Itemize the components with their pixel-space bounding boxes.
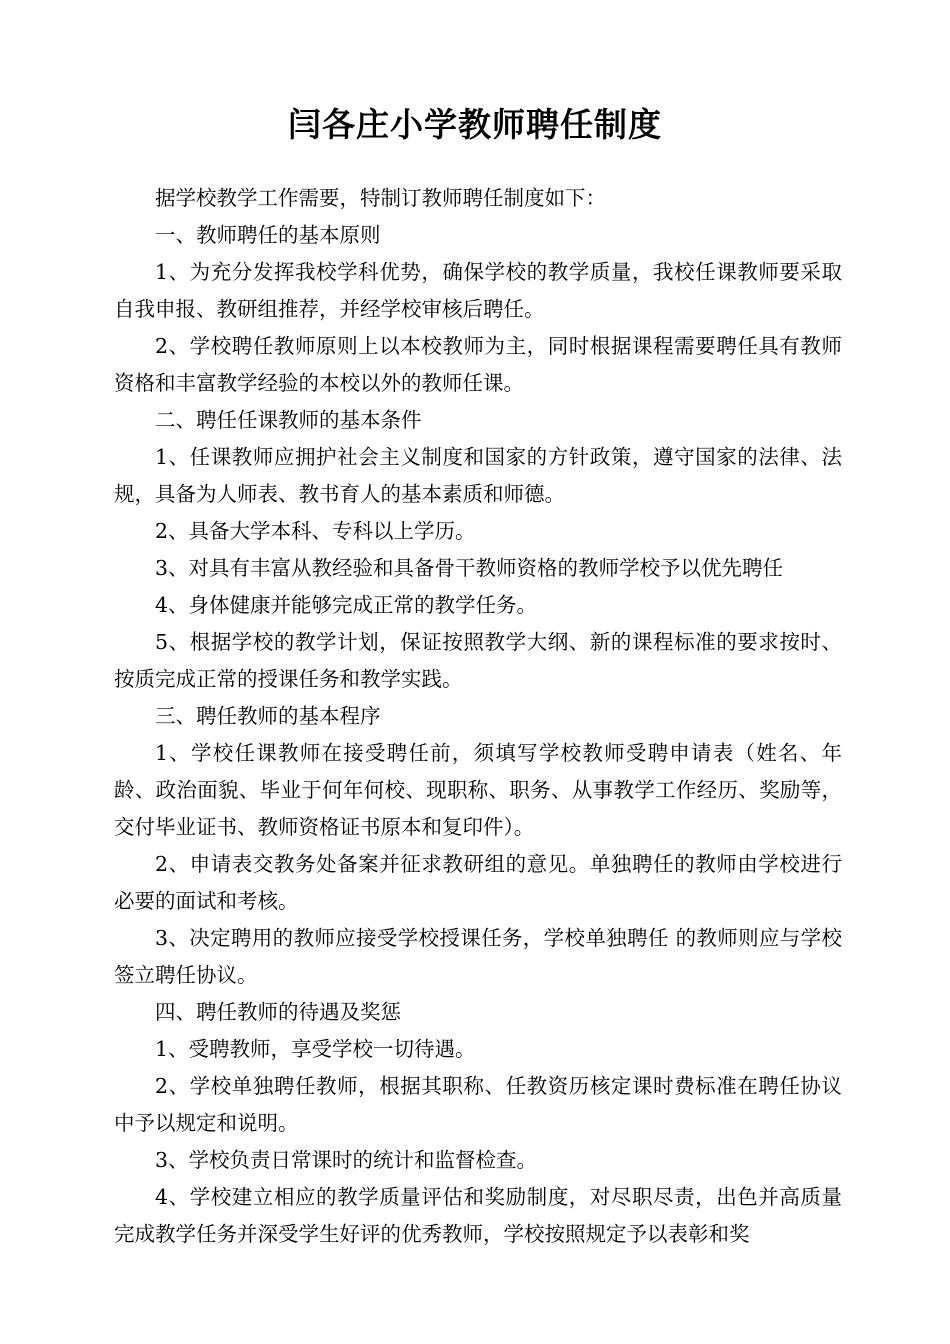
section-heading: 二、聘任任课教师的基本条件 [155,408,422,432]
paragraph: 1、为充分发挥我校学科优势，确保学校的教学质量，我校任课教师要采取自我申报、教研组推荐，并经学校审核后聘任。 [114,260,842,321]
document-title: 闫各庄小学教师聘任制度 [288,105,662,144]
document-body [114,180,842,1253]
paragraph: 1、学校任课教师在接受聘任前，须填写学校教师受聘申请表（姓名、年龄、政治面貌、毕业于何年何校、现职称、职务、从事教学工作经历、奖励等，交付毕业证书、教师资格证书原本和复印件）。 [114,741,842,839]
section-heading: 三、聘任教师的基本程序 [155,704,381,728]
paragraph: 2、学校单独聘任教师，根据其职称、任教资历核定课时费标准在聘任协议中予以规定和说明。 [114,1074,842,1135]
paragraph: 3、对具有丰富从教经验和具备骨干教师资格的教师学校予以优先聘任 [155,556,784,580]
paragraph: 2、申请表交教务处备案并征求教研组的意见。单独聘任的教师由学校进行必要的面试和考核。 [114,852,842,913]
paragraph: 4、学校建立相应的教学质量评估和奖励制度，对尽职尽责，出色并高质量完成教学任务并深受学生好评的优秀教师，学校按照规定予以表彰和奖 [114,1185,842,1246]
paragraph: 2、具备大学本科、专科以上学历。 [155,519,476,543]
paragraph: 据学校教学工作需要，特制订教师聘任制度如下： [155,186,606,210]
paragraph: 2、学校聘任教师原则上以本校教师为主，同时根据课程需要聘任具有教师资格和丰富教学经验的本校以外的教师任课。 [114,334,842,395]
paragraph: 3、学校负责日常课时的统计和监督检查。 [155,1148,538,1172]
section-heading: 一、教师聘任的基本原则 [155,223,381,247]
paragraph: 5、根据学校的教学计划，保证按照教学大纲、新的课程标准的要求按时、按质完成正常的授课任务和教学实践。 [114,630,842,691]
paragraph: 3、决定聘用的教师应接受学校授课任务，学校单独聘任 的教师则应与学校签立聘任协议。 [114,926,842,987]
paragraph: 1、任课教师应拥护社会主义制度和国家的方针政策，遵守国家的法律、法规，具备为人师表、教书育人的基本素质和师德。 [114,445,842,506]
section-heading: 四、聘任教师的待遇及奖惩 [155,1000,401,1024]
paragraph: 4、身体健康并能够完成正常的教学任务。 [155,593,538,617]
paragraph: 1、受聘教师，享受学校一切待遇。 [155,1037,476,1061]
